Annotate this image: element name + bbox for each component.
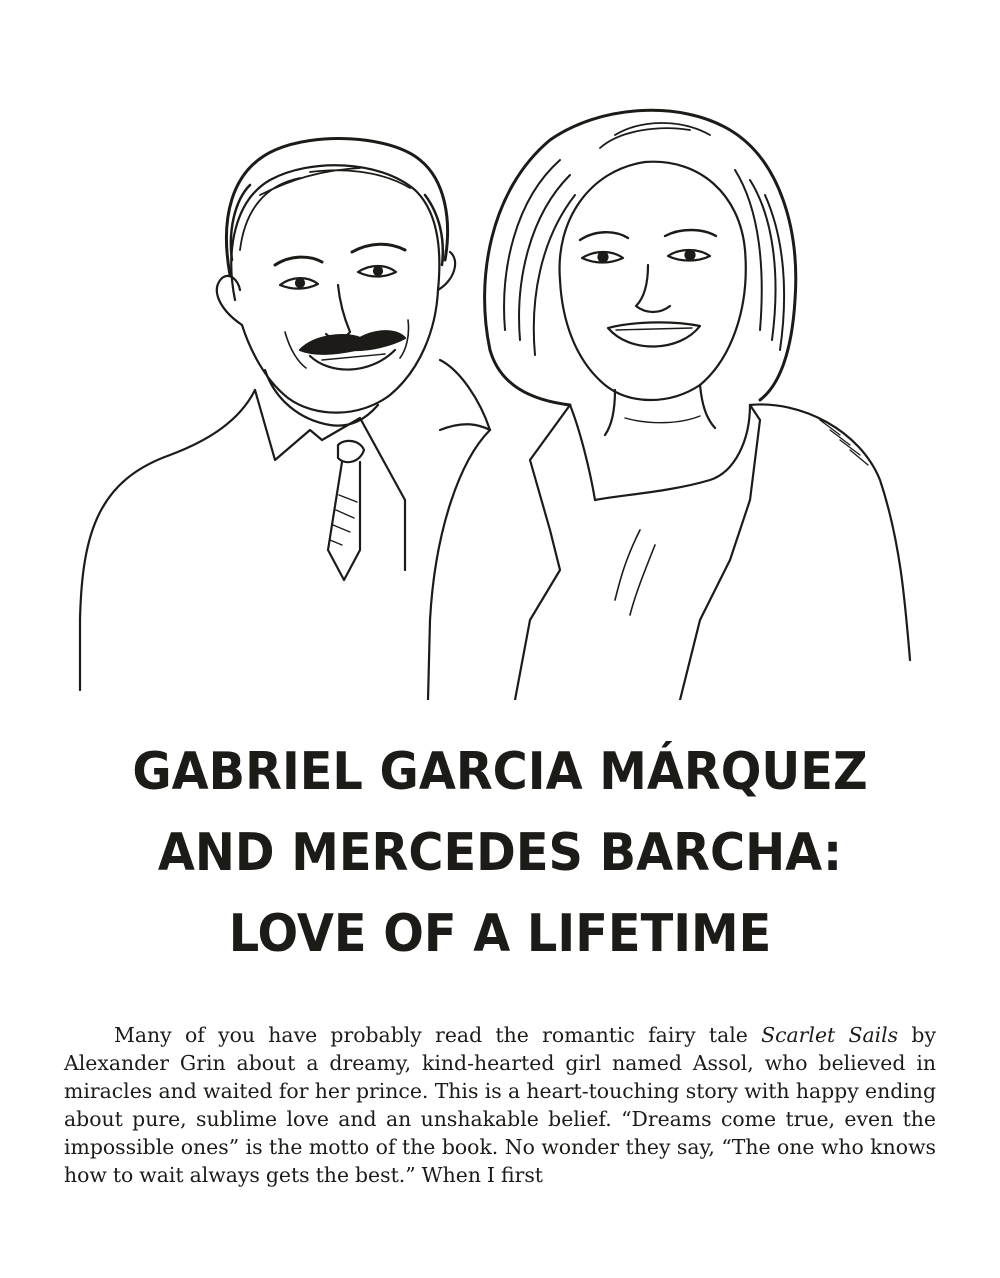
paragraph-text-rest: by Alexander Grin about a dreamy, kind-hearted girl named Assol, who believed in miracles and waited for her prince. This is a heart-touching story with happy ending about pure, sublime love and an unshakable belief. “Dreams come true, even the impossible ones” is the motto of the book. No wonder they say, “The one who knows how to wait always gets the best.” When I first <box>64 1023 936 1187</box>
paragraph-text-start: Many of you have probably read the romantic fairy tale <box>114 1023 762 1047</box>
chapter-title <box>95 732 905 975</box>
woman-portrait <box>428 110 910 700</box>
book-title-italic: Scarlet Sails <box>761 1023 899 1047</box>
man-portrait <box>80 139 490 690</box>
body-paragraph <box>64 1021 936 1189</box>
couple-portrait-illustration <box>60 100 940 700</box>
title-line-3: LOVE OF A LIFETIME <box>228 904 772 964</box>
title-line-2: AND MERCEDES BARCHA: <box>157 823 843 883</box>
title-line-1: GABRIEL GARCIA MÁRQUEZ <box>132 742 868 802</box>
